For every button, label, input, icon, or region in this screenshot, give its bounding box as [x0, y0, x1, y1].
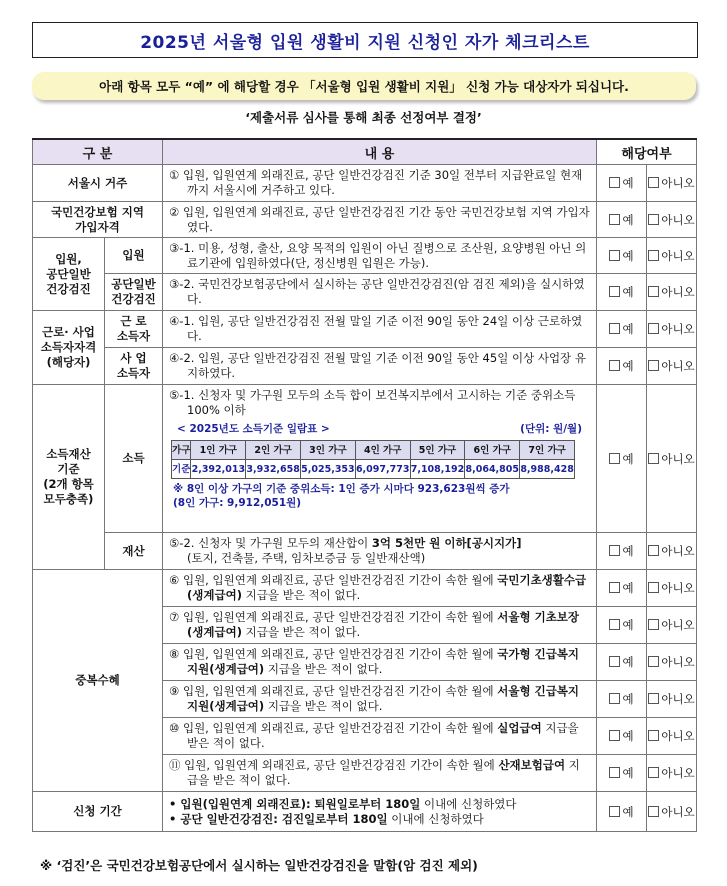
income-table-header: 1인 가구: [191, 441, 246, 460]
income-table-header: 5인 가구: [410, 441, 465, 460]
notice-banner: 아래 항목 모두 “예” 에 해당할 경우 「서울형 입원 생활비 지원」 신청 가능 대상자가 되십니다.: [32, 72, 696, 100]
cat-work-group: 근로· 사업 소득자자격 (해당자): [33, 311, 105, 385]
income-table-header: 6인 가구: [465, 441, 520, 460]
no-checkbox[interactable]: 아니오: [647, 755, 697, 792]
no-checkbox[interactable]: 아니오: [647, 681, 697, 718]
yes-checkbox[interactable]: 예: [597, 755, 647, 792]
yes-checkbox[interactable]: 예: [597, 165, 647, 202]
yes-checkbox[interactable]: 예: [597, 202, 647, 238]
text-property: ⑤-2. 신청자 및 가구원 모두의 재산합이 3억 5천만 원 이하[공시지가] (토지, 건축물, 주택, 임차보증금 등 일반재산액): [163, 533, 597, 570]
row-dup: [33, 570, 697, 607]
cat-exam: 공단일반 건강검진: [105, 274, 163, 311]
income-note: ※ 8인 이상 가구의 기준 중위소득: 1인 증가 시마다 923,623원씩 증가 (8인 가구: 9,912,051원): [173, 483, 510, 509]
row-income: [33, 385, 697, 533]
no-checkbox[interactable]: 아니오: [647, 792, 697, 832]
yes-checkbox[interactable]: 예: [597, 348, 647, 385]
row-labor: [33, 311, 697, 348]
yes-checkbox[interactable]: 예: [597, 238, 647, 274]
no-checkbox[interactable]: 아니오: [647, 202, 697, 238]
income-table-value: 6,097,773: [355, 460, 410, 479]
row-property: [33, 533, 697, 570]
yes-checkbox[interactable]: 예: [597, 385, 647, 533]
income-table-caption: < 2025년도 소득기준 일람표 > (단위: 원/월): [177, 423, 582, 435]
income-table-header: 3인 가구: [301, 441, 356, 460]
text-dup: ⑥ 입원, 입원연계 외래진료, 공단 일반건강검진 기간이 속한 월에 국민기초생활수급(생계급여) 지급을 받은 적이 없다.: [163, 570, 597, 607]
cat-business: 사 업 소득자: [105, 348, 163, 385]
cat-income: 소득: [105, 385, 163, 533]
text-labor: ④-1. 입원, 공단 일반건강검진 전월 말일 기준 이전 90일 동안 24일 이상 근로하였다.: [163, 311, 597, 348]
row-nhis: [33, 202, 697, 238]
text-income: ⑤-1. 신청자 및 가구원 모두의 소득 합이 보건복지부에서 고시하는 기준 중위소득 100% 이하 < 2025년도 소득기준 일람표 > (단위: 원/월) 가구 1인 가구 2인 가구 3인 가구 4인 가구 5인 가구 6인 가구 7인 가구 기준 2,392,013 3,932,658 5,025,353 6,097,773 7,108,192 8,064,805 8,988,428 ※ 8인 이상 가구의 기준 중위소득: 1인 증가 시마다 923,623원씩 증가 (8인 가구: 9,912,051원): [163, 385, 597, 533]
yes-checkbox[interactable]: 예: [597, 311, 647, 348]
text-dup: ⑪ 입원, 입원연계 외래진료, 공단 일반건강검진 기간이 속한 월에 산재보험급여 지급을 받은 적이 없다.: [163, 755, 597, 792]
footnote: ※ ‘검진’은 국민건강보험공단에서 실시하는 일반건강검진을 말함(암 검진 제외): [40, 858, 478, 873]
cat-property: 재산: [105, 533, 163, 570]
cat-hospital: 입원: [105, 238, 163, 274]
cat-dup: 중복수혜: [33, 570, 163, 792]
header-check: 해당여부: [597, 139, 697, 165]
text-business: ④-2. 입원, 공단 일반건강검진 전월 말일 기준 이전 90일 동안 45일 이상 사업장 유지하였다.: [163, 348, 597, 385]
text-exam: ③-2. 국민건강보험공단에서 실시하는 공단 일반건강검진(암 검진 제외)을 실시하였다.: [163, 274, 597, 311]
row-seoul: [33, 165, 697, 202]
cat-labor: 근 로 소득자: [105, 311, 163, 348]
yes-checkbox[interactable]: 예: [597, 570, 647, 607]
table-header-row: [33, 139, 697, 165]
text-dup: ⑦ 입원, 입원연계 외래진료, 공단 일반건강검진 기간이 속한 월에 서울형 기초보장(생계급여) 지급을 받은 적이 없다.: [163, 607, 597, 644]
income-table-value: 3,932,658: [246, 460, 301, 479]
text-nhis: ② 입원, 입원연계 외래진료, 공단 일반건강검진 기간 동안 국민건강보험 지역 가입자였다.: [163, 202, 597, 238]
checklist-table: [32, 138, 697, 832]
text-seoul: ① 입원, 입원연계 외래진료, 공단 일반건강검진 기준 30일 전부터 지급완료일 현재까지 서울시에 거주하고 있다.: [163, 165, 597, 202]
no-checkbox[interactable]: 아니오: [647, 385, 697, 533]
income-table-value: 2,392,013: [191, 460, 246, 479]
row-exam: [33, 274, 697, 311]
text-dup: ⑨ 입원, 입원연계 외래진료, 공단 일반건강검진 기간이 속한 월에 서울형 긴급복지지원(생계급여) 지급을 받은 적이 없다.: [163, 681, 597, 718]
no-checkbox[interactable]: 아니오: [647, 348, 697, 385]
yes-checkbox[interactable]: 예: [597, 718, 647, 755]
income-table-value: 5,025,353: [301, 460, 356, 479]
yes-checkbox[interactable]: 예: [597, 533, 647, 570]
no-checkbox[interactable]: 아니오: [647, 238, 697, 274]
yes-checkbox[interactable]: 예: [597, 644, 647, 681]
cat-hospital-group: 입원, 공단일반 건강검진: [33, 238, 105, 311]
yes-checkbox[interactable]: 예: [597, 607, 647, 644]
no-checkbox[interactable]: 아니오: [647, 165, 697, 202]
text-dup: ⑧ 입원, 입원연계 외래진료, 공단 일반건강검진 기간이 속한 월에 국가형 긴급복지지원(생계급여) 지급을 받은 적이 없다.: [163, 644, 597, 681]
text-period: • 입원(입원연계 외래진료): 퇴원일로부터 180일 이내에 신청하였다 • 공단 일반건강검진: 검진일로부터 180일 이내에 신청하였다: [163, 792, 597, 832]
no-checkbox[interactable]: 아니오: [647, 274, 697, 311]
income-table: [171, 440, 575, 479]
row-period: [33, 792, 697, 832]
no-checkbox[interactable]: 아니오: [647, 644, 697, 681]
no-checkbox[interactable]: 아니오: [647, 311, 697, 348]
header-category: 구 분: [33, 139, 163, 165]
cat-nhis: 국민건강보험 지역 가입자격: [33, 202, 163, 238]
header-content: 내 용: [163, 139, 597, 165]
income-table-value: 8,988,428: [520, 460, 575, 479]
income-table-header: 7인 가구: [520, 441, 575, 460]
row-business: [33, 348, 697, 385]
no-checkbox[interactable]: 아니오: [647, 533, 697, 570]
no-checkbox[interactable]: 아니오: [647, 718, 697, 755]
income-table-value: 기준: [172, 460, 191, 479]
income-table-value: 8,064,805: [465, 460, 520, 479]
income-table-header: 2인 가구: [246, 441, 301, 460]
subtitle: ‘제출서류 심사를 통해 최종 선정여부 결정’: [245, 110, 482, 125]
yes-checkbox[interactable]: 예: [597, 274, 647, 311]
cat-income-group: 소득재산 기준 (2개 항목 모두충족): [33, 385, 105, 570]
page-title: 2025년 서울형 입원 생활비 지원 신청인 자가 체크리스트: [32, 22, 698, 58]
cat-seoul: 서울시 거주: [33, 165, 163, 202]
yes-checkbox[interactable]: 예: [597, 681, 647, 718]
income-table-value: 7,108,192: [410, 460, 465, 479]
row-hospital: [33, 238, 697, 274]
income-table-header: 가구: [172, 441, 191, 460]
income-table-header: 4인 가구: [355, 441, 410, 460]
no-checkbox[interactable]: 아니오: [647, 570, 697, 607]
no-checkbox[interactable]: 아니오: [647, 607, 697, 644]
text-hospital: ③-1. 미용, 성형, 출산, 요양 목적의 입원이 아닌 질병으로 조산원, 요양병원 아닌 의료기관에 입원하였다(단, 정신병원 입원은 가능).: [163, 238, 597, 274]
text-dup: ⑩ 입원, 입원연계 외래진료, 공단 일반건강검진 기간이 속한 월에 실업급여 지급을 받은 적이 없다.: [163, 718, 597, 755]
yes-checkbox[interactable]: 예: [597, 792, 647, 832]
cat-period: 신청 기간: [33, 792, 163, 832]
